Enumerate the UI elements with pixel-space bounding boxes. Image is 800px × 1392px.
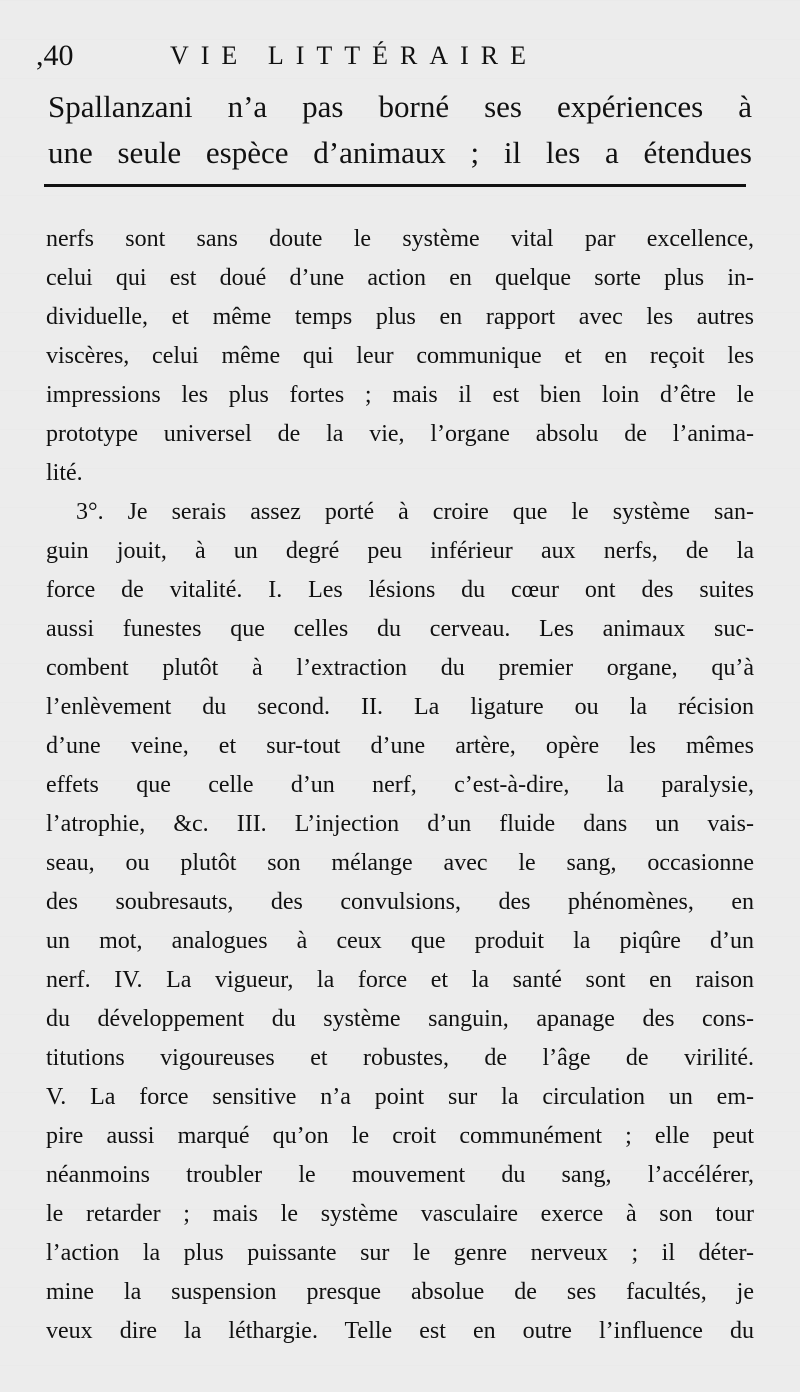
upper-line-2: une seule espèce d’animaux ; il les a étendues bbox=[48, 135, 752, 170]
body-line-5: impressions les plus fortes ; mais il est bien loin d’être le bbox=[46, 382, 754, 408]
body-line-9: guin jouit, à un degré peu inférieur aux nerfs, de la bbox=[46, 538, 754, 564]
page-header bbox=[30, 36, 770, 76]
body-line-6: prototype universel de la vie, l’organe absolu de l’anima- bbox=[46, 421, 754, 447]
body-line-7: lité. bbox=[46, 460, 83, 486]
body-line-16: l’atrophie, &c. III. L’injection d’un fluide dans un vais- bbox=[46, 811, 754, 837]
upper-line-1: Spallanzani n’a pas borné ses expériences à bbox=[48, 89, 752, 124]
body-line-21: du développement du système sanguin, apanage des cons- bbox=[46, 1006, 754, 1032]
body-line-11: aussi funestes que celles du cerveau. Les animaux suc- bbox=[46, 616, 754, 642]
body-line-28: mine la suspension presque absolue de ses facultés, je bbox=[46, 1279, 754, 1305]
body-line-22: titutions vigoureuses et robustes, de l’âge de virilité. bbox=[46, 1045, 754, 1071]
body-line-20: nerf. IV. La vigueur, la force et la santé sont en raison bbox=[46, 967, 754, 993]
body-line-3: dividuelle, et même temps plus en rapport avec les autres bbox=[46, 304, 754, 330]
body-line-10: force de vitalité. I. Les lésions du cœur ont des suites bbox=[46, 577, 754, 603]
body-line-13: l’enlèvement du second. II. La ligature ou la récision bbox=[46, 694, 754, 720]
body-line-4: viscères, celui même qui leur communique et en reçoit les bbox=[46, 343, 754, 369]
body-text bbox=[46, 220, 754, 1351]
body-line-18: des soubresauts, des convulsions, des phénomènes, en bbox=[46, 889, 754, 915]
body-line-26: le retarder ; mais le système vasculaire exerce à son tour bbox=[46, 1201, 754, 1227]
body-line-15: effets que celle d’un nerf, c’est-à-dire, la paralysie, bbox=[46, 772, 754, 798]
section-divider bbox=[44, 184, 746, 191]
body-line-12: combent plutôt à l’extraction du premier organe, qu’à bbox=[46, 655, 754, 681]
body-line-24: pire aussi marqué qu’on le croit communément ; elle peut bbox=[46, 1123, 754, 1149]
running-title: VIE LITTÉRAIRE bbox=[170, 41, 539, 70]
body-line-19: un mot, analogues à ceux que produit la piqûre d’un bbox=[46, 928, 754, 954]
body-line-17: seau, ou plutôt son mélange avec le sang, occasionne bbox=[46, 850, 754, 876]
upper-paragraph bbox=[48, 84, 752, 176]
body-line-1: nerfs sont sans doute le système vital par excellence, bbox=[46, 226, 754, 252]
body-line-23: V. La force sensitive n’a point sur la circulation un em- bbox=[46, 1084, 754, 1110]
body-line-2: celui qui est doué d’une action en quelque sorte plus in- bbox=[46, 265, 754, 291]
body-line-25: néanmoins troubler le mouvement du sang, l’accélérer, bbox=[46, 1162, 754, 1188]
body-line-14: d’une veine, et sur-tout d’une artère, opère les mêmes bbox=[46, 733, 754, 759]
body-line-27: l’action la plus puissante sur le genre nerveux ; il déter- bbox=[46, 1240, 754, 1266]
page-number: ,40 bbox=[36, 39, 74, 72]
body-line-29: veux dire la léthargie. Telle est en outre l’influence du bbox=[46, 1318, 754, 1344]
body-line-8: 3°. Je serais assez porté à croire que le système san- bbox=[76, 499, 754, 525]
